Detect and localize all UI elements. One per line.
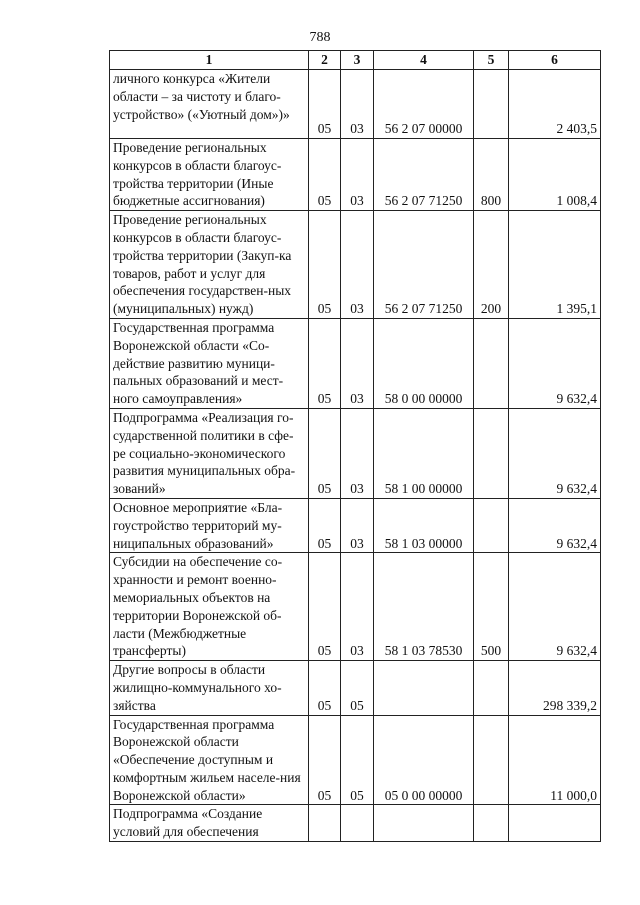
row-section <box>309 805 341 842</box>
row-expense-type: 800 <box>474 139 509 211</box>
row-target-item: 58 0 00 00000 <box>374 318 474 408</box>
row-target-item: 58 1 03 00000 <box>374 498 474 552</box>
row-section: 05 <box>309 553 341 661</box>
row-name: Государственная программа Воронежской области «Обеспечение доступным и комфортным жильем населе-ния Воронежской области» <box>110 715 309 805</box>
row-subsection: 03 <box>341 553 374 661</box>
table-row <box>110 553 601 661</box>
table-row <box>110 70 601 139</box>
row-name: Проведение региональных конкурсов в области благоус-тройства территории (Иные бюджетные ассигнования) <box>110 139 309 211</box>
row-subsection: 03 <box>341 318 374 408</box>
row-subsection: 05 <box>341 715 374 805</box>
table-row <box>110 805 601 842</box>
row-target-item: 58 1 00 00000 <box>374 408 474 498</box>
table-row <box>110 211 601 319</box>
budget-table <box>109 50 601 842</box>
row-name: Субсидии на обеспечение со-хранности и ремонт военно-мемориальных объектов на территории Воронежской об-ласти (Межбюджетные трансферты) <box>110 553 309 661</box>
row-name: Государственная программа Воронежской области «Со-действие развитию муници-пальных образований и мест-ного самоуправления» <box>110 318 309 408</box>
row-expense-type <box>474 661 509 715</box>
row-name: Другие вопросы в области жилищно-коммунального хо-зяйства <box>110 661 309 715</box>
row-section: 05 <box>309 408 341 498</box>
row-section: 05 <box>309 715 341 805</box>
header-col-4: 4 <box>374 51 474 70</box>
row-section: 05 <box>309 70 341 139</box>
header-col-1: 1 <box>110 51 309 70</box>
row-name: Подпрограмма «Создание условий для обеспечения <box>110 805 309 842</box>
table-row <box>110 318 601 408</box>
row-subsection <box>341 805 374 842</box>
row-amount <box>509 805 601 842</box>
row-subsection: 05 <box>341 661 374 715</box>
row-expense-type <box>474 408 509 498</box>
row-expense-type: 200 <box>474 211 509 319</box>
row-amount: 9 632,4 <box>509 408 601 498</box>
row-name: Основное мероприятие «Бла-гоустройство территорий му-ниципальных образований» <box>110 498 309 552</box>
row-name: Проведение региональных конкурсов в области благоус-тройства территории (Закуп-ка товаров, работ и услуг для обеспечения государствен-ных (муниципальных) нужд) <box>110 211 309 319</box>
row-name: личного конкурса «Жители области – за чистоту и благо-устройство» («Уютный дом»)» <box>110 70 309 139</box>
row-subsection: 03 <box>341 408 374 498</box>
header-col-6: 6 <box>509 51 601 70</box>
table-row <box>110 661 601 715</box>
row-subsection: 03 <box>341 211 374 319</box>
row-section: 05 <box>309 318 341 408</box>
row-target-item <box>374 805 474 842</box>
row-subsection: 03 <box>341 498 374 552</box>
row-amount: 9 632,4 <box>509 553 601 661</box>
row-amount: 9 632,4 <box>509 498 601 552</box>
row-amount: 9 632,4 <box>509 318 601 408</box>
row-section: 05 <box>309 139 341 211</box>
table-row <box>110 139 601 211</box>
row-target-item: 05 0 00 00000 <box>374 715 474 805</box>
header-col-5: 5 <box>474 51 509 70</box>
row-section: 05 <box>309 661 341 715</box>
header-col-3: 3 <box>341 51 374 70</box>
row-amount: 1 395,1 <box>509 211 601 319</box>
row-expense-type <box>474 70 509 139</box>
row-target-item: 56 2 07 00000 <box>374 70 474 139</box>
row-amount: 2 403,5 <box>509 70 601 139</box>
row-subsection: 03 <box>341 139 374 211</box>
row-amount: 1 008,4 <box>509 139 601 211</box>
row-amount: 298 339,2 <box>509 661 601 715</box>
row-target-item: 58 1 03 78530 <box>374 553 474 661</box>
header-col-2: 2 <box>309 51 341 70</box>
row-expense-type <box>474 318 509 408</box>
row-expense-type <box>474 805 509 842</box>
row-target-item: 56 2 07 71250 <box>374 211 474 319</box>
row-subsection: 03 <box>341 70 374 139</box>
row-name: Подпрограмма «Реализация го-сударственной политики в сфе-ре социально-экономического развития муниципальных обра-зований» <box>110 408 309 498</box>
row-expense-type <box>474 715 509 805</box>
row-expense-type <box>474 498 509 552</box>
page-number: 788 <box>309 30 331 45</box>
row-target-item <box>374 661 474 715</box>
header-row <box>110 51 601 70</box>
table-body <box>110 70 601 842</box>
row-expense-type: 500 <box>474 553 509 661</box>
table-row <box>110 715 601 805</box>
row-amount: 11 000,0 <box>509 715 601 805</box>
row-target-item: 56 2 07 71250 <box>374 139 474 211</box>
table-header <box>110 51 601 70</box>
row-section: 05 <box>309 211 341 319</box>
row-section: 05 <box>309 498 341 552</box>
table-row <box>110 498 601 552</box>
table-row <box>110 408 601 498</box>
